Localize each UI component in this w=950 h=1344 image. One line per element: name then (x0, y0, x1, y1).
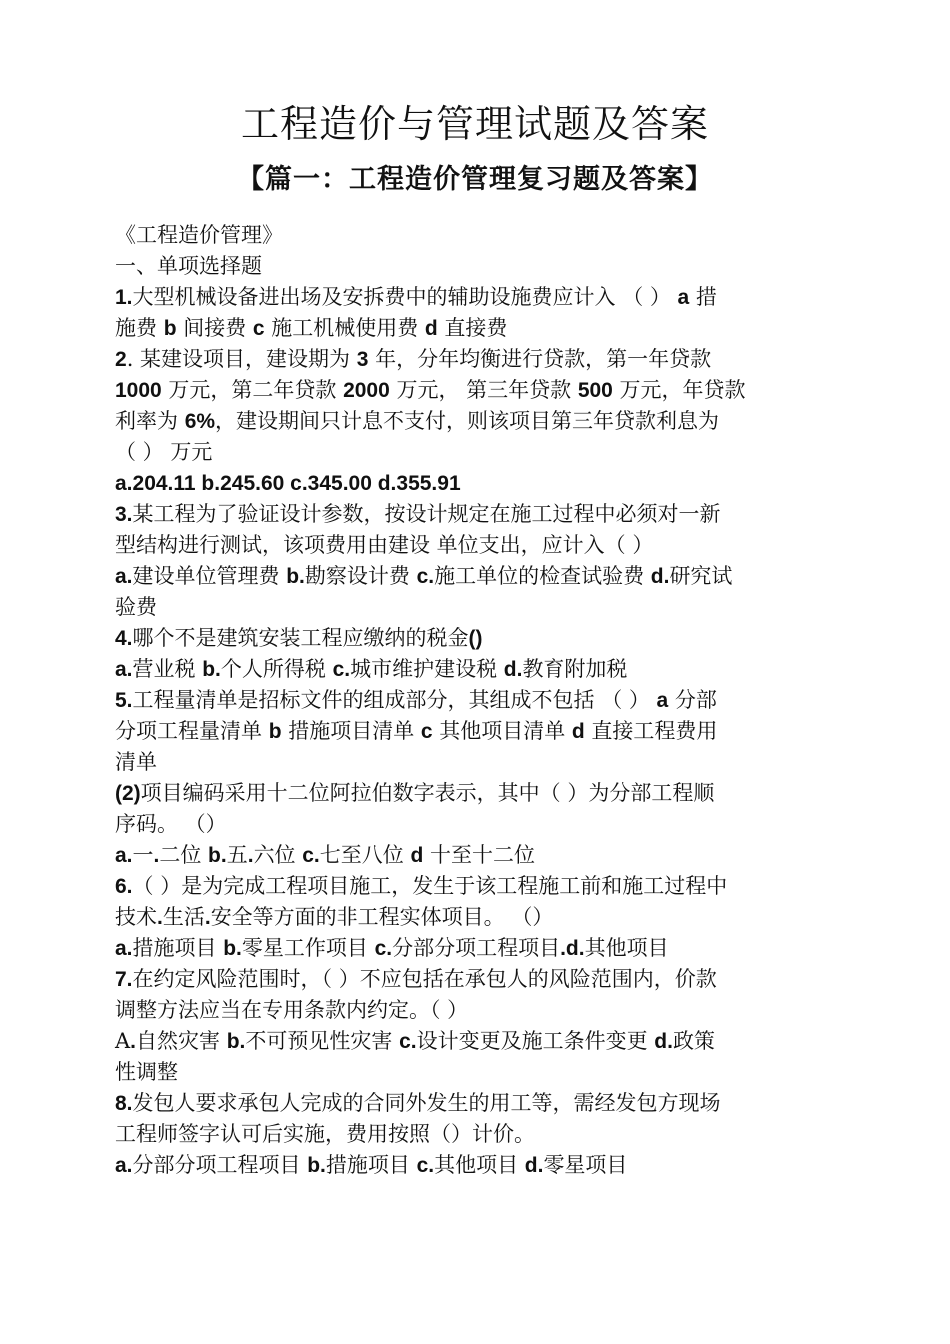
text-run: 清单 (115, 750, 157, 774)
text-run: 安全等方面的非工程实体项目。 （） (210, 905, 554, 929)
document-body (115, 220, 835, 1181)
text-line (115, 499, 835, 530)
bold-text-run: c. (332, 658, 351, 681)
text-line (115, 530, 835, 561)
text-line (115, 871, 835, 902)
text-run: 年，分年均衡进行贷款，第一年贷款 (368, 347, 712, 371)
text-run: 项目编码采用十二位阿拉伯数字表示，其中（ ）为分部工程顺 (140, 781, 715, 805)
text-run: 工程量清单是招标文件的组成部分，其组成不包括 （ ） (132, 688, 657, 712)
bold-text-run: a. (115, 1154, 133, 1177)
text-run: 个人所得税 (220, 657, 333, 681)
text-run: 直接工程费用 (584, 719, 718, 743)
text-run: 设计变更及施工条件变更 (416, 1029, 655, 1053)
text-line (115, 747, 835, 778)
bold-text-run: 3 (356, 348, 369, 371)
bold-text-run: c (420, 720, 433, 743)
text-run: 城市维护建设税 (350, 657, 504, 681)
text-run: 调整方法应当在专用条款内约定。（ ） (115, 998, 469, 1022)
bold-text-run: . (204, 906, 211, 929)
text-run: 勘察设计费 (304, 564, 417, 588)
text-run: 万元， 第三年贷款 (389, 378, 578, 402)
bold-text-run: 4. (115, 627, 133, 650)
text-run: 措 (689, 285, 717, 309)
bold-text-run: d. (654, 1030, 673, 1053)
bold-text-run: (2) (115, 782, 141, 805)
text-run: 利率为 (115, 409, 185, 433)
bold-text-run: d. (524, 1154, 544, 1177)
text-run: 零星项目 (543, 1153, 628, 1177)
text-run: 分项工程量清单 (115, 719, 269, 743)
text-run: 间接费 (176, 316, 253, 340)
bold-text-run: d. (650, 565, 670, 588)
text-run: 分部分项工程项目 (132, 1153, 308, 1177)
text-line (115, 220, 835, 251)
bold-text-run: a. (115, 937, 133, 960)
text-line (115, 623, 835, 654)
bold-text-run: b. (202, 658, 221, 681)
text-run: 在约定风险范围时，（ ）不应包括在承包人的风险范围内，价款 (132, 967, 717, 991)
text-run: 型结构进行测试，该项费用由建设 单位支出，应计入（ ） (115, 533, 654, 557)
bold-text-run: b. (307, 1154, 326, 1177)
text-line (115, 592, 835, 623)
bold-text-run: d. (503, 658, 523, 681)
text-run: 不可预见性灾害 (245, 1029, 400, 1053)
text-run: 分部 (668, 688, 717, 712)
bold-text-run: b (268, 720, 282, 743)
bold-text-run: 500 (577, 379, 613, 402)
text-run: 自然灾害 (136, 1029, 227, 1053)
text-run: 一、单项选择题 (115, 254, 262, 278)
document-title: 工程造价与管理试题及答案 (240, 102, 709, 146)
text-run: 哪个不是建筑安装工程应缴纳的税金 (132, 626, 469, 650)
bold-text-run: 2 (115, 348, 127, 371)
bold-text-run: 6% (184, 410, 216, 433)
bold-text-run: . (153, 844, 160, 867)
bold-text-run: 7. (115, 968, 133, 991)
text-run: 技术 (115, 905, 157, 929)
text-line (115, 251, 835, 282)
document-subtitle: 【篇一：工程造价管理复习题及答案】 (237, 164, 713, 195)
text-line (115, 995, 835, 1026)
text-line (115, 437, 835, 468)
text-run: 零星工作项目 (241, 936, 375, 960)
text-run: 二位 (159, 843, 209, 867)
bold-text-run: 1000 (115, 379, 162, 402)
bold-text-run: . (157, 906, 163, 929)
text-run: 分部分项工程项目 (392, 936, 561, 960)
text-line (115, 933, 835, 964)
text-run: ，建设期间只计息不支付，则该项目第三年贷款利息为 (215, 409, 720, 433)
text-line (115, 468, 835, 499)
text-run: 生活 (162, 905, 205, 929)
text-line (115, 344, 835, 375)
text-line (115, 1119, 835, 1150)
text-run: A (115, 1029, 131, 1053)
bold-text-run: b. (226, 1030, 246, 1053)
text-line (115, 1150, 835, 1181)
text-line (115, 1088, 835, 1119)
bold-text-run: a. (115, 844, 133, 867)
text-line (115, 654, 835, 685)
text-run: 七至八位 (319, 843, 411, 867)
bold-text-run: c. (416, 1154, 435, 1177)
text-line (115, 561, 835, 592)
text-run: 措施项目 (132, 936, 224, 960)
bold-text-run: d (424, 317, 438, 340)
bold-text-run: 3. (115, 503, 133, 526)
text-run: 措施项目 (325, 1153, 417, 1177)
bold-text-run: a. (115, 658, 133, 681)
text-run: 性调整 (115, 1060, 178, 1084)
text-run: 十至十二位 (423, 843, 535, 867)
text-run: 施工单位的检查试验费 (434, 564, 651, 588)
text-run: 六位 (253, 843, 303, 867)
text-run: 验费 (115, 595, 157, 619)
bold-text-run: b. (208, 844, 227, 867)
text-run: 措施项目清单 (281, 719, 421, 743)
bold-text-run: b. (286, 565, 305, 588)
text-run: 序码。 （） (115, 812, 227, 836)
bold-text-run: . (247, 844, 254, 867)
bold-text-run: c. (416, 565, 435, 588)
bold-text-run: 2000 (343, 379, 390, 402)
text-line (115, 1026, 835, 1057)
text-line (115, 375, 835, 406)
text-run: 万元，年贷款 (612, 378, 746, 402)
bold-text-run: c (252, 317, 265, 340)
bold-text-run: a (656, 689, 669, 712)
text-line (115, 1057, 835, 1088)
text-line (115, 313, 835, 344)
bold-text-run: a (677, 286, 690, 309)
text-run: 发包人要求承包人完成的合同外发生的用工等，需经发包方现场 (132, 1091, 721, 1115)
bold-text-run: c. (374, 937, 393, 960)
bold-text-run: a.204.11 b.245.60 c.345.00 d.355.91 (115, 472, 461, 495)
bold-text-run: . (130, 1030, 137, 1053)
text-line (115, 809, 835, 840)
bold-text-run: .d. (560, 937, 585, 960)
bold-text-run: b (163, 317, 177, 340)
text-run: 某工程为了验证设计参数，按设计规定在施工过程中必须对一新 (132, 502, 721, 526)
text-line (115, 840, 835, 871)
text-run: 建设单位管理费 (132, 564, 287, 588)
text-run: 其他项目 (434, 1153, 525, 1177)
bold-text-run: c. (302, 844, 320, 867)
text-run: 大型机械设备进出场及安拆费中的辅助设施费应计入 （ ） (132, 285, 678, 309)
text-run: 工程师签字认可后实施，费用按照（）计价。 (115, 1122, 535, 1146)
text-run: 直接费 (437, 316, 508, 340)
bold-text-run: a. (115, 565, 133, 588)
text-run: 其他项目清单 (432, 719, 572, 743)
text-run: 其他项目 (584, 936, 669, 960)
text-run: （ ） 万元 (115, 440, 213, 464)
text-run: . 某建设项目，建设期为 (126, 347, 357, 371)
text-line (115, 685, 835, 716)
bold-text-run: 1. (115, 286, 133, 309)
text-run: 万元，第二年贷款 (161, 378, 344, 402)
text-line (115, 778, 835, 809)
text-line (115, 902, 835, 933)
text-run: 施费 (115, 316, 164, 340)
text-run: 营业税 (132, 657, 203, 681)
text-run: 研究试 (669, 564, 733, 588)
bold-text-run: 6. (115, 875, 133, 898)
bold-text-run: () (468, 627, 483, 650)
text-line (115, 964, 835, 995)
text-line (115, 406, 835, 437)
text-run: 《工程造价管理》 (115, 223, 283, 247)
bold-text-run: d (410, 844, 424, 867)
text-run: （ ）是为完成工程项目施工，发生于该工程施工前和施工过程中 (132, 874, 728, 898)
text-run: 施工机械使用费 (264, 316, 425, 340)
bold-text-run: 5. (115, 689, 133, 712)
bold-text-run: b. (223, 937, 242, 960)
bold-text-run: 8. (115, 1092, 133, 1115)
text-run: 政策 (672, 1029, 715, 1053)
bold-text-run: d (571, 720, 585, 743)
text-line (115, 716, 835, 747)
text-line (115, 282, 835, 313)
text-run: 一 (132, 843, 154, 867)
text-run: 五 (226, 843, 248, 867)
text-run: 教育附加税 (522, 657, 628, 681)
bold-text-run: c. (399, 1030, 417, 1053)
